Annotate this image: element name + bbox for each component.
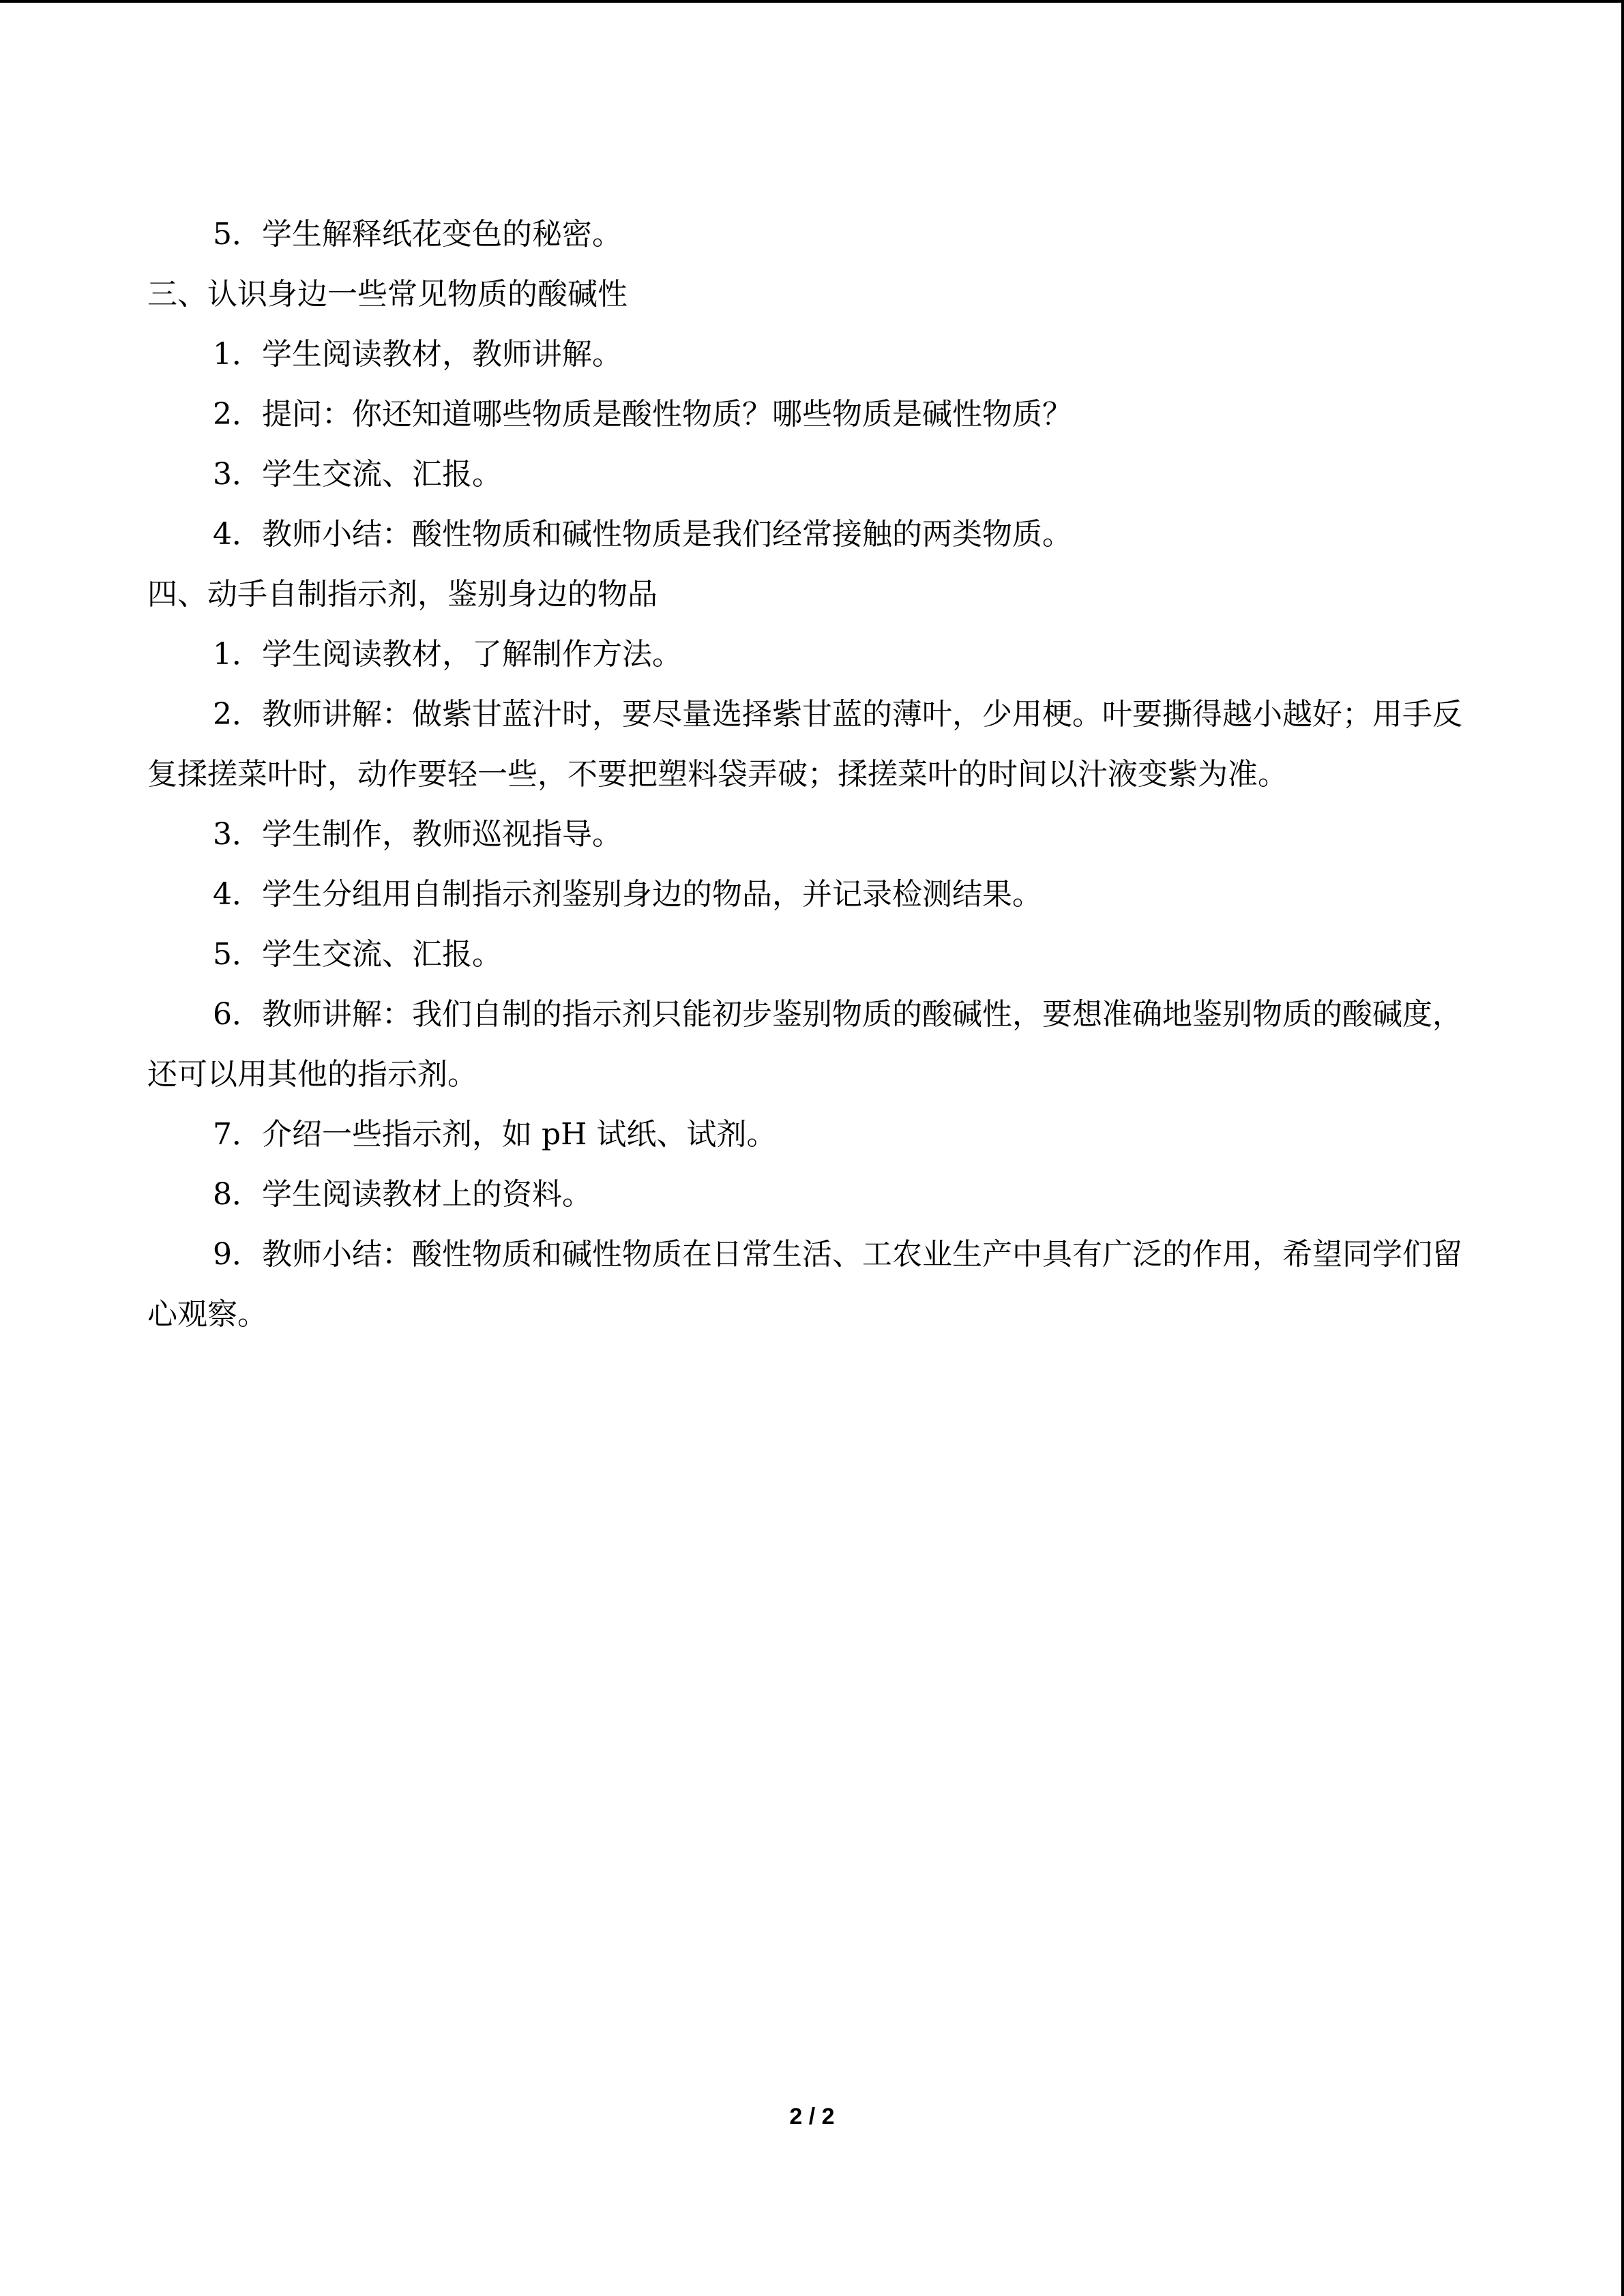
paragraph-item-2-question: 2．提问：你还知道哪些物质是酸性物质？哪些物质是碱性物质？ [213,397,1072,432]
paragraph-item-4-group-test: 4．学生分组用自制指示剂鉴别身边的物品，并记录检测结果。 [213,877,1042,912]
paragraph-item-3-exchange: 3．学生交流、汇报。 [213,457,502,492]
paragraph-item-7-indicators: 7．介绍一些指示剂，如 pH 试纸、试剂。 [213,1117,777,1152]
paragraph-item-8-read-materials: 8．学生阅读教材上的资料。 [213,1177,592,1212]
paragraph-item-1-learn-method: 1．学生阅读教材，了解制作方法。 [213,637,682,672]
paragraph-item-1-read-textbook: 1．学生阅读教材，教师讲解。 [213,337,622,372]
paragraph-item-6-teacher-explain: 6．教师讲解：我们自制的指示剂只能初步鉴别物质的酸碱性，要想准确地鉴别物质的酸碱度，还可以用其他的指示剂。 [147,997,1462,1092]
page-top-border [0,0,1624,3]
paragraph-item-2-teacher-explain: 2．教师讲解：做紫甘蓝汁时，要尽量选择紫甘蓝的薄叶，少用梗。叶要撕得越小越好；用手反复揉搓菜叶时，动作要轻一些，不要把塑料袋弄破；揉搓菜叶的时间以汁液变紫为准。 [147,697,1462,792]
paragraph-item-3-make: 3．学生制作，教师巡视指导。 [213,817,622,852]
section-heading-three: 三、认识身边一些常见物质的酸碱性 [147,277,628,312]
page-number: 2 / 2 [789,2104,835,2130]
paragraph-item-4-summary: 4．教师小结：酸性物质和碱性物质是我们经常接触的两类物质。 [213,517,1072,552]
paragraph-item-9-summary: 9．教师小结：酸性物质和碱性物质在日常生活、工农业生产中具有广泛的作用，希望同学们留心观察。 [147,1237,1462,1332]
page-right-border [1621,0,1624,2296]
section-heading-four: 四、动手自制指示剂，鉴别身边的物品 [147,577,658,612]
document-body [147,205,1481,1345]
paragraph-item-5-paper-flower: 5．学生解释纸花变色的秘密。 [213,217,622,252]
paragraph-item-5-exchange: 5．学生交流、汇报。 [213,937,502,972]
